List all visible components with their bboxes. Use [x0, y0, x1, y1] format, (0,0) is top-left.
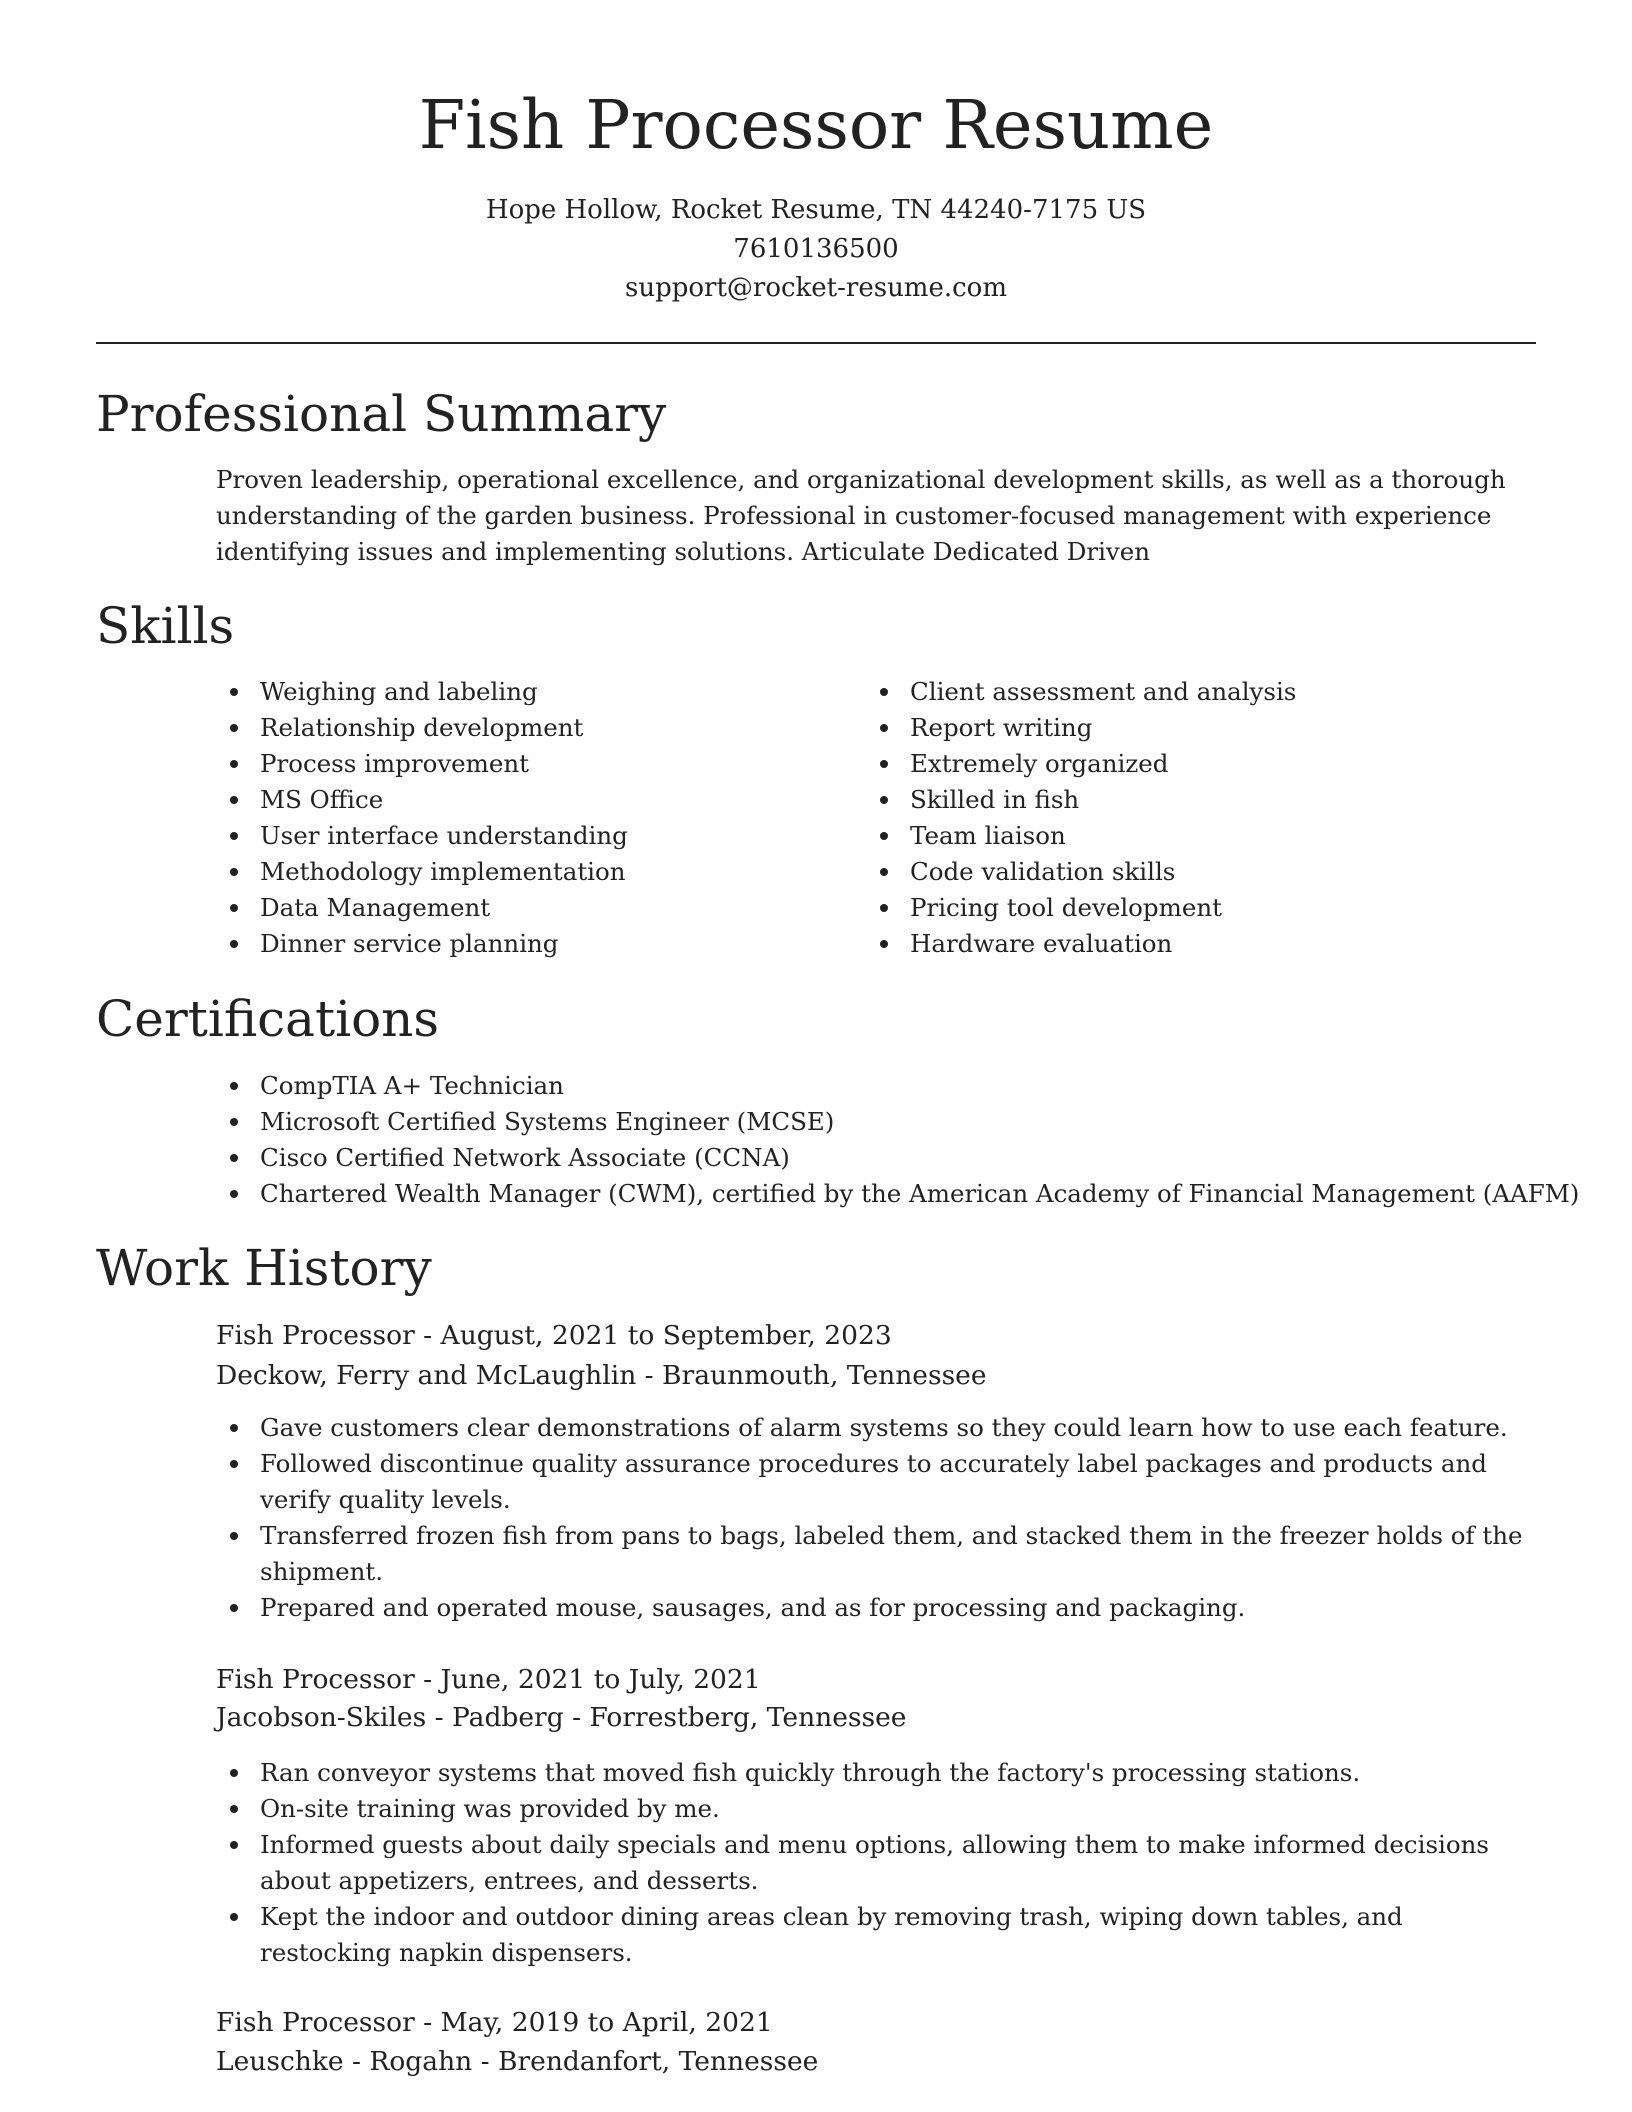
- skills-list-left: [216, 674, 836, 962]
- skill-item: Hardware evaluation: [866, 926, 1526, 962]
- job-bullet: Prepared and operated mouse, sausages, and as for processing and packaging.: [216, 1590, 1536, 1626]
- skill-item: Client assessment and analysis: [866, 674, 1526, 710]
- certification-item: Cisco Certified Network Associate (CCNA): [216, 1140, 1546, 1176]
- certification-item: Microsoft Certified Systems Engineer (MCSE): [216, 1104, 1546, 1140]
- job-bullet: Followed discontinue quality assurance procedures to accurately label packages and products and verify quality levels.: [216, 1446, 1536, 1518]
- job-bullet: Gave customers clear demonstrations of alarm systems so they could learn how to use each feature.: [216, 1410, 1536, 1446]
- job-company: Deckow, Ferry and McLaughlin - Braunmouth, Tennessee: [216, 1360, 987, 1391]
- skill-item: Pricing tool development: [866, 890, 1526, 926]
- certification-item: Chartered Wealth Manager (CWM), certified by the American Academy of Financial Management (AAFM): [216, 1176, 1546, 1212]
- contact-email: support@rocket-resume.com: [624, 273, 1007, 303]
- contact-phone: 7610136500: [733, 234, 899, 264]
- skill-item: User interface understanding: [216, 818, 836, 854]
- skill-item: Weighing and labeling: [216, 674, 836, 710]
- skill-item: Relationship development: [216, 710, 836, 746]
- skill-item: MS Office: [216, 782, 836, 818]
- skill-item: Dinner service planning: [216, 926, 836, 962]
- skill-item: Skilled in fish: [866, 782, 1526, 818]
- job-bullets: [216, 1755, 1536, 1971]
- work-history-heading: Work History: [96, 1239, 432, 1297]
- job-bullet: Kept the indoor and outdoor dining areas clean by removing trash, wiping down tables, and restocking napkin dispensers.: [216, 1899, 1536, 1971]
- skills-list-right: [866, 674, 1526, 962]
- contact-address: Hope Hollow, Rocket Resume, TN 44240-7175 US: [485, 195, 1147, 225]
- skill-item: Report writing: [866, 710, 1526, 746]
- certification-item: CompTIA A+ Technician: [216, 1068, 1546, 1104]
- job-title: Fish Processor - June, 2021 to July, 2021: [216, 1664, 761, 1695]
- header-divider: [96, 342, 1536, 344]
- job-company: Leuschke - Rogahn - Brendanfort, Tennessee: [216, 2046, 819, 2077]
- job-bullet: Transferred frozen fish from pans to bags, labeled them, and stacked them in the freezer holds of the shipment.: [216, 1518, 1536, 1590]
- job-bullet: Ran conveyor systems that moved fish quickly through the factory's processing stations.: [216, 1755, 1536, 1791]
- summary-text: Proven leadership, operational excellence, and organizational development skills, as well as a thorough understanding of the garden business. Professional in customer-focused management with experience identifying issues and implementing solutions. Articulate Dedicated Driven: [216, 465, 1506, 566]
- certifications-heading: Certifications: [96, 990, 440, 1048]
- job-bullets: [216, 1410, 1536, 1626]
- skill-item: Extremely organized: [866, 746, 1526, 782]
- job-company: Jacobson-Skiles - Padberg - Forrestberg, Tennessee: [216, 1702, 907, 1733]
- skill-item: Team liaison: [866, 818, 1526, 854]
- skill-item: Code validation skills: [866, 854, 1526, 890]
- resume-title: Fish Processor Resume: [418, 86, 1214, 164]
- job-title: Fish Processor - August, 2021 to September, 2023: [216, 1320, 892, 1351]
- skill-item: Data Management: [216, 890, 836, 926]
- skill-item: Methodology implementation: [216, 854, 836, 890]
- certifications-list: [216, 1068, 1580, 1212]
- job-bullet: Informed guests about daily specials and menu options, allowing them to make informed decisions about appetizers, entrees, and desserts.: [216, 1827, 1536, 1899]
- job-bullet: On-site training was provided by me.: [216, 1791, 1536, 1827]
- skills-heading: Skills: [96, 597, 235, 655]
- job-title: Fish Processor - May, 2019 to April, 2021: [216, 2007, 773, 2038]
- skill-item: Process improvement: [216, 746, 836, 782]
- summary-heading: Professional Summary: [96, 385, 667, 443]
